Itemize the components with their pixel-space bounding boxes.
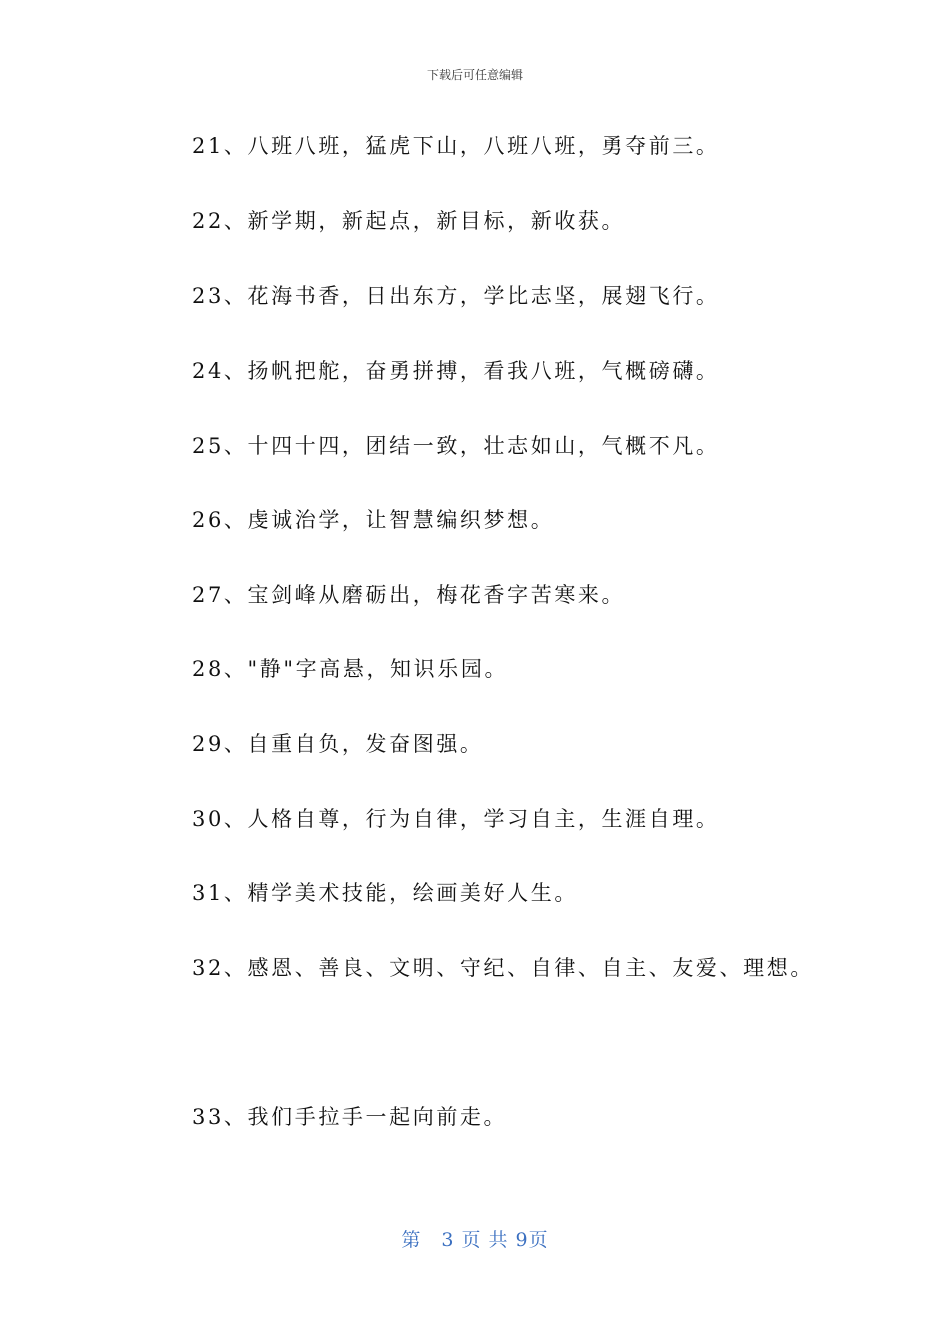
text-line-27: 27、宝剑峰从磨砺出，梅花香字苦寒来。: [192, 583, 626, 607]
text-line-30: 30、人格自尊，行为自律，学习自主，生涯自理。: [192, 807, 720, 831]
page-header: 下载后可任意编辑: [426, 68, 523, 82]
text-line-31: 31、精学美术技能，绘画美好人生。: [192, 881, 578, 905]
text-line-25: 25、十四十四，团结一致，壮志如山，气概不凡。: [192, 434, 720, 458]
text-line-23: 23、花海书香，日出东方，学比志坚，展翅飞行。: [192, 284, 720, 308]
text-line-26: 26、虔诚治学，让智慧编织梦想。: [192, 508, 555, 532]
text-line-28: 28、"静"字高悬，知识乐园。: [192, 657, 509, 681]
page-number-footer: 第 3 页 共 9页: [401, 1229, 549, 1251]
text-line-24: 24、扬帆把舵，奋勇拼搏，看我八班，气概磅礴。: [192, 359, 720, 383]
text-line-22: 22、新学期，新起点，新目标，新收获。: [192, 209, 626, 233]
text-line-33: 33、我们手拉手一起向前走。: [192, 1105, 508, 1129]
text-line-21: 21、八班八班，猛虎下山，八班八班，勇夺前三。: [192, 134, 720, 158]
text-line-32: 32、感恩、善良、文明、守纪、自律、自主、友爱、理想。: [192, 956, 814, 980]
text-line-29: 29、自重自负，发奋图强。: [192, 732, 484, 756]
